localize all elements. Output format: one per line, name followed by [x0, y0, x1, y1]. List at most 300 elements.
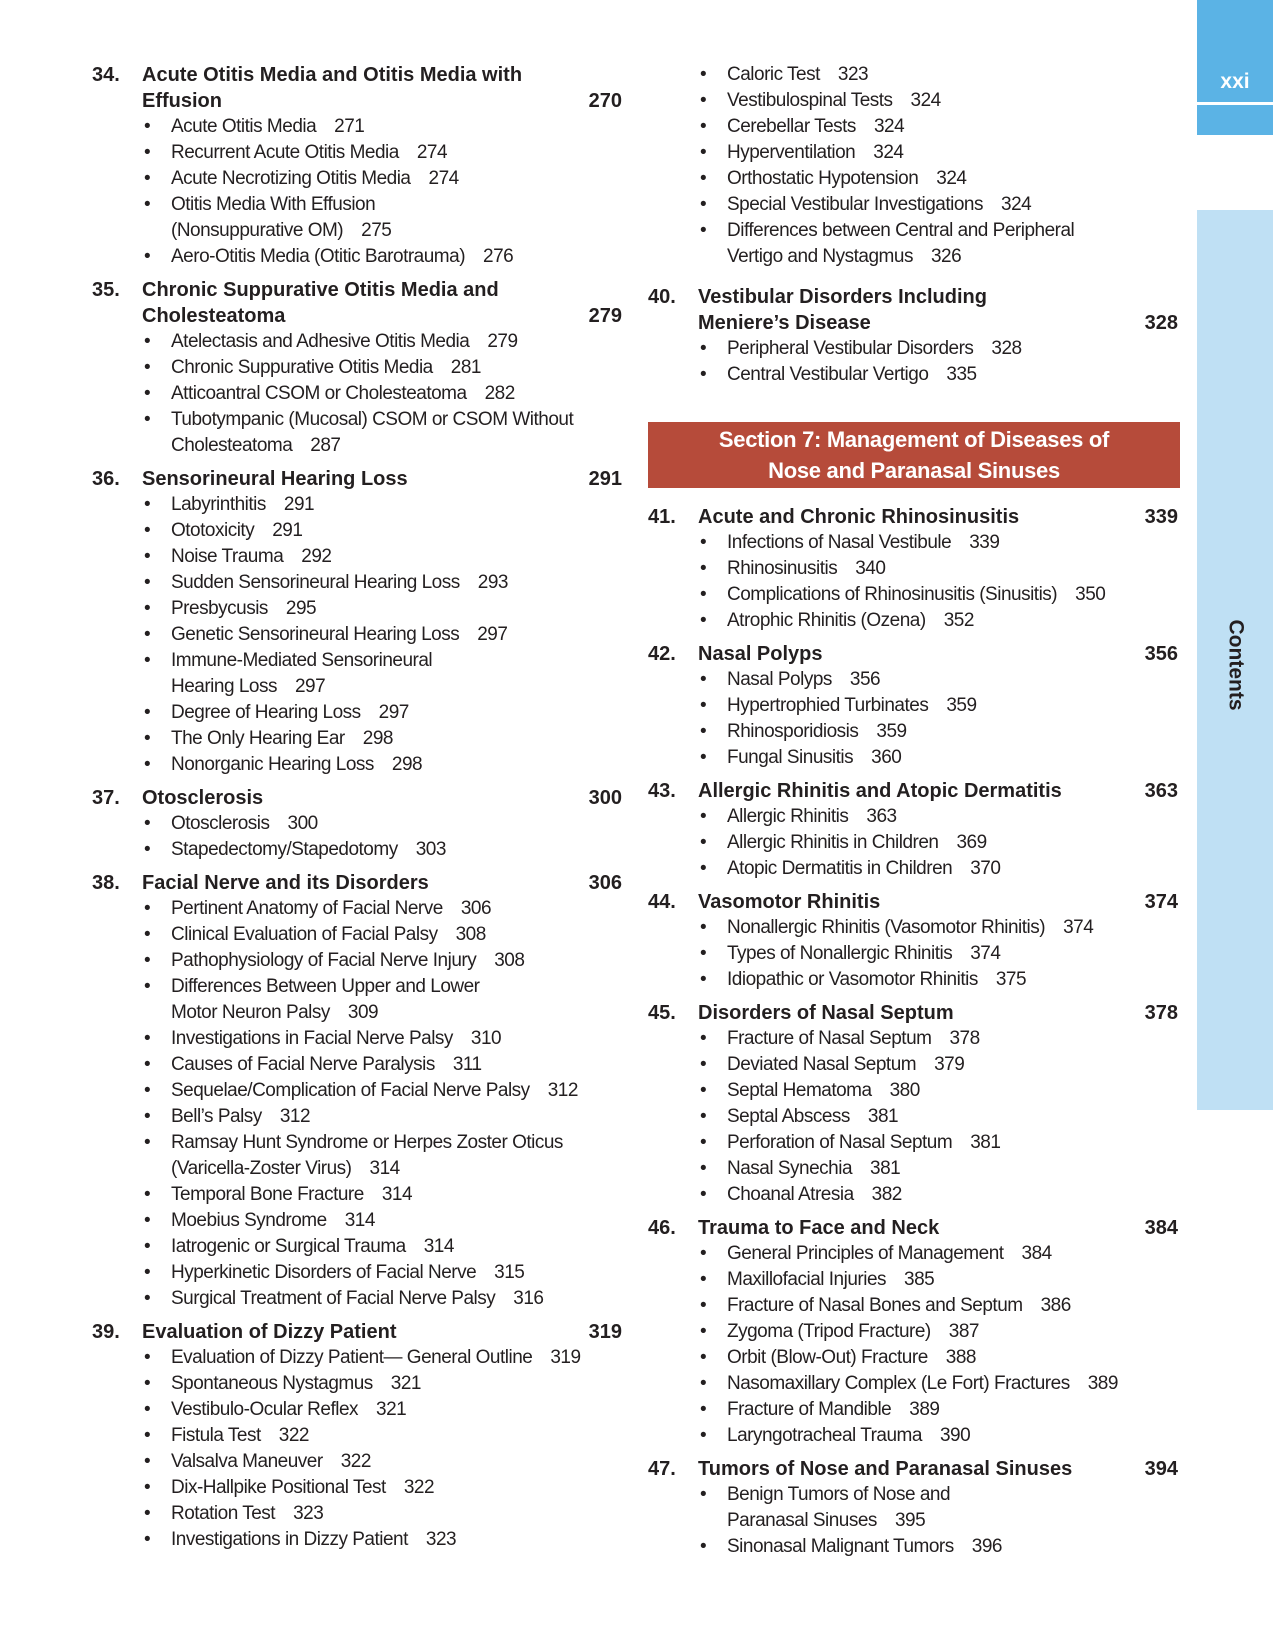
topic-text: Atticoantral CSOM or Cholesteatoma [171, 383, 467, 404]
topic-list [648, 1241, 1178, 1449]
chapter-title: Tumors of Nose and Paranasal Sinuses [698, 1458, 1073, 1480]
topic-page-number: 389 [1087, 1373, 1118, 1394]
chapter-page-number: 319 [588, 1321, 622, 1343]
chapter-page-number: 328 [1144, 312, 1178, 334]
topic-item[interactable] [698, 336, 1178, 362]
chapters-before-section [648, 284, 1178, 388]
topic-text: Paranasal Sinuses [727, 1510, 877, 1531]
topic-page-number: 281 [450, 357, 481, 378]
chapter-entry [92, 277, 622, 459]
topic-page-number: 308 [455, 924, 486, 945]
topic-text: The Only Hearing Ear [171, 728, 345, 749]
chapter-title: Nasal Polyps [698, 643, 823, 665]
topic-page-number: 390 [939, 1425, 971, 1446]
topic-item[interactable] [698, 556, 1178, 582]
topic-page-number: 274 [428, 168, 459, 189]
topic-page-number: 396 [971, 1536, 1002, 1557]
topic-text: Investigations in Dizzy Patient [171, 1529, 408, 1550]
continued-list [648, 62, 1178, 270]
chapter-title: Vestibular Disorders Including [698, 286, 987, 308]
topic-item[interactable] [142, 1475, 622, 1501]
topic-page-number: 375 [995, 969, 1027, 990]
chapter-entry [648, 1215, 1178, 1449]
topic-item[interactable] [142, 1286, 622, 1312]
topic-page-number: 311 [452, 1054, 482, 1075]
chapter-entry [648, 641, 1178, 771]
topic-page-number: 312 [279, 1106, 311, 1127]
topic-page-number: 382 [871, 1184, 902, 1205]
topic-item[interactable] [142, 492, 622, 518]
topic-list [648, 62, 1178, 270]
chapter-title: Evaluation of Dizzy Patient [142, 1321, 397, 1343]
topic-item[interactable] [698, 1371, 1178, 1397]
topic-item[interactable] [698, 1052, 1178, 1078]
topic-page-number: 300 [287, 813, 318, 834]
topic-item[interactable] [698, 1397, 1178, 1423]
chapter-page-number: 270 [588, 90, 622, 112]
topic-item[interactable] [142, 896, 622, 922]
chapter-heading[interactable] [92, 785, 622, 811]
topic-item[interactable] [698, 667, 1178, 693]
chapter-title: Otosclerosis [142, 787, 264, 809]
topic-text: Spontaneous Nystagmus [171, 1373, 373, 1394]
topic-item[interactable] [698, 1026, 1178, 1052]
topic-item[interactable] [142, 837, 622, 863]
topic-text: Pertinent Anatomy of Facial Nerve [171, 898, 443, 919]
topic-page-number: 322 [403, 1477, 435, 1498]
topic-item[interactable] [142, 648, 622, 700]
topic-text: Differences between Central and Peripheral [727, 220, 1075, 241]
topic-text: Atrophic Rhinitis (Ozena) [727, 610, 926, 631]
topic-item[interactable] [142, 355, 622, 381]
topic-page-number: 359 [876, 721, 907, 742]
topic-list [92, 114, 622, 270]
topic-text: Temporal Bone Fracture [171, 1184, 364, 1205]
topic-page-number: 322 [340, 1451, 371, 1472]
topic-list [648, 804, 1178, 882]
topic-page-number: 369 [956, 832, 987, 853]
chapter-heading[interactable] [92, 466, 622, 492]
topic-item[interactable] [142, 1130, 622, 1182]
topic-text: Vestibulospinal Tests [727, 90, 893, 111]
topic-item[interactable] [698, 62, 1178, 88]
topic-text: Moebius Syndrome [171, 1210, 327, 1231]
chapter-entry [92, 785, 622, 863]
topic-item[interactable] [698, 1182, 1178, 1208]
topic-item[interactable] [142, 114, 622, 140]
topic-text: Fracture of Nasal Septum [727, 1028, 932, 1049]
topic-text: (Nonsuppurative OM) [171, 220, 344, 241]
topic-text: Iatrogenic or Surgical Trauma [171, 1236, 406, 1257]
topic-page-number: 323 [425, 1529, 457, 1550]
topic-item[interactable] [142, 140, 622, 166]
topic-page-number: 291 [283, 494, 315, 515]
chapter-number: 36. [92, 468, 120, 490]
topic-text: Complications of Rhinosinusitis (Sinusitis) [727, 584, 1058, 605]
topic-page-number: 287 [310, 435, 341, 456]
topic-list [92, 329, 622, 459]
topic-page-number: 363 [866, 806, 897, 827]
chapter-page-number: 356 [1144, 643, 1178, 665]
topic-item[interactable] [142, 948, 622, 974]
topic-text: Hyperkinetic Disorders of Facial Nerve [171, 1262, 477, 1283]
topic-text: Idiopathic or Vasomotor Rhinitis [727, 969, 978, 990]
topic-text: Differences Between Upper and Lower [171, 976, 480, 997]
section-title-line-1: Section 7: Management of Diseases of [718, 427, 1110, 452]
topic-text: Nonallergic Rhinitis (Vasomotor Rhinitis) [727, 917, 1046, 938]
topic-page-number: 321 [390, 1373, 421, 1394]
topic-page-number: 370 [970, 858, 1001, 879]
topic-text: Ramsay Hunt Syndrome or Herpes Zoster Oticus [171, 1132, 563, 1153]
side-tab-text: Contents [1224, 619, 1247, 711]
topic-page-number: 319 [550, 1347, 581, 1368]
topic-item[interactable] [698, 88, 1178, 114]
topic-text: Fungal Sinusitis [727, 747, 854, 768]
topic-list [648, 530, 1178, 634]
topic-text: Noise Trauma [171, 546, 284, 567]
page-number: xxi [1220, 70, 1250, 93]
topic-item[interactable] [142, 1345, 622, 1371]
topic-item[interactable] [698, 140, 1178, 166]
topic-item[interactable] [142, 752, 622, 778]
topic-page-number: 374 [970, 943, 1001, 964]
chapter-entry [92, 870, 622, 1312]
topic-item[interactable] [142, 922, 622, 948]
topic-page-number: 291 [272, 520, 303, 541]
topic-page-number: 306 [460, 898, 492, 919]
topic-item[interactable] [698, 1267, 1178, 1293]
topic-text: Atopic Dermatitis in Children [727, 858, 953, 879]
topic-item[interactable] [698, 166, 1178, 192]
chapter-title: Sensorineural Hearing Loss [142, 468, 408, 490]
topic-item[interactable] [698, 967, 1178, 993]
chapter-heading[interactable] [648, 504, 1178, 530]
topic-text: Septal Hematoma [727, 1080, 872, 1101]
topic-text: Surgical Treatment of Facial Nerve Palsy [171, 1288, 496, 1309]
topic-item[interactable] [698, 1156, 1178, 1182]
topic-text: Types of Nonallergic Rhinitis [727, 943, 953, 964]
topic-item[interactable] [698, 114, 1178, 140]
topic-text: Orthostatic Hypotension [727, 168, 919, 189]
topic-item[interactable] [698, 719, 1178, 745]
chapter-heading[interactable] [648, 1215, 1178, 1241]
topic-item[interactable] [142, 1234, 622, 1260]
topic-page-number: 275 [361, 220, 392, 241]
topic-text: Evaluation of Dizzy Patient— General Outline [171, 1347, 533, 1368]
topic-item[interactable] [142, 518, 622, 544]
topic-text: Genetic Sensorineural Hearing Loss [171, 624, 460, 645]
topic-page-number: 323 [837, 64, 869, 85]
topic-page-number: 323 [293, 1503, 324, 1524]
topic-item[interactable] [698, 1130, 1178, 1156]
topic-text: Sequelae/Complication of Facial Nerve Palsy [171, 1080, 530, 1101]
chapter-title: Acute and Chronic Rhinosinusitis [698, 506, 1020, 528]
topic-text: Choanal Atresia [727, 1184, 854, 1205]
page-tab-stripe [1197, 105, 1273, 135]
topic-text: Degree of Hearing Loss [171, 702, 361, 723]
topic-item[interactable] [142, 1208, 622, 1234]
topic-page-number: 339 [969, 532, 1000, 553]
topic-text: Fistula Test [171, 1425, 261, 1446]
topic-item[interactable] [698, 218, 1178, 270]
chapter-heading[interactable] [92, 1319, 622, 1345]
chapter-heading[interactable] [648, 1000, 1178, 1026]
topic-list [648, 1026, 1178, 1208]
topic-page-number: 378 [949, 1028, 980, 1049]
topic-page-number: 359 [946, 695, 977, 716]
chapter-heading[interactable] [92, 62, 622, 114]
chapter-number: 45. [648, 1002, 676, 1024]
topic-text: Maxillofacial Injuries [727, 1269, 887, 1290]
chapter-number: 35. [92, 279, 120, 301]
chapter-heading[interactable] [648, 641, 1178, 667]
topic-item[interactable] [142, 700, 622, 726]
topic-page-number: 374 [1063, 917, 1094, 938]
topic-page-number: 314 [344, 1210, 375, 1231]
chapter-page-number: 279 [588, 305, 622, 327]
topic-text: General Principles of Management [727, 1243, 1004, 1264]
topic-text: Rhinosinusitis [727, 558, 838, 579]
topic-text: Allergic Rhinitis in Children [727, 832, 939, 853]
topic-page-number: 379 [934, 1054, 965, 1075]
topic-page-number: 324 [936, 168, 967, 189]
topic-item[interactable] [698, 362, 1178, 388]
topic-list [648, 336, 1178, 388]
topic-item[interactable] [142, 192, 622, 244]
topic-text: Acute Necrotizing Otitis Media [171, 168, 411, 189]
topic-text: Deviated Nasal Septum [727, 1054, 917, 1075]
right-column [648, 62, 1178, 1567]
topic-text: Cholesteatoma [171, 435, 293, 456]
chapter-title: Effusion [142, 90, 222, 112]
topic-item[interactable] [698, 1482, 1178, 1534]
topic-text: Benign Tumors of Nose and [727, 1484, 951, 1505]
topic-page-number: 356 [849, 669, 881, 690]
topic-item[interactable] [698, 1534, 1178, 1560]
chapter-number: 44. [648, 891, 676, 913]
chapter-page-number: 363 [1144, 780, 1178, 802]
topic-item[interactable] [698, 941, 1178, 967]
topic-text: Peripheral Vestibular Disorders [727, 338, 974, 359]
chapter-title: Trauma to Face and Neck [698, 1217, 940, 1239]
topic-page-number: 324 [1001, 194, 1032, 215]
topic-text: Recurrent Acute Otitis Media [171, 142, 399, 163]
topic-page-number: 335 [946, 364, 977, 385]
chapter-heading[interactable] [648, 284, 1178, 336]
topic-page-number: 388 [945, 1347, 976, 1368]
topic-item[interactable] [142, 1371, 622, 1397]
topic-page-number: 380 [889, 1080, 920, 1101]
chapter-page-number: 374 [1144, 891, 1178, 913]
topic-text: Atelectasis and Adhesive Otitis Media [171, 331, 470, 352]
chapter-number: 37. [92, 787, 120, 809]
topic-text: Orbit (Blow-Out) Fracture [727, 1347, 928, 1368]
chapters-after-section [648, 504, 1178, 1560]
topic-text: Infections of Nasal Vestibule [727, 532, 952, 553]
topic-item[interactable] [142, 622, 622, 648]
topic-page-number: 315 [494, 1262, 525, 1283]
topic-item[interactable] [142, 570, 622, 596]
topic-item[interactable] [698, 745, 1178, 771]
topic-text: Special Vestibular Investigations [727, 194, 983, 215]
topic-page-number: 312 [547, 1080, 578, 1101]
topic-page-number: 276 [483, 246, 514, 267]
topic-item[interactable] [698, 915, 1178, 941]
topic-list [648, 667, 1178, 771]
topic-item[interactable] [698, 830, 1178, 856]
chapter-page-number: 339 [1144, 506, 1178, 528]
topic-item[interactable] [698, 1423, 1178, 1449]
topic-item[interactable] [698, 1345, 1178, 1371]
topic-item[interactable] [142, 381, 622, 407]
chapter-page-number: 378 [1144, 1002, 1178, 1024]
topic-list [648, 915, 1178, 993]
chapter-heading[interactable] [92, 277, 622, 329]
topic-page-number: 324 [873, 116, 905, 137]
topic-page-number: 297 [378, 702, 409, 723]
topic-item[interactable] [142, 1260, 622, 1286]
topic-text: Caloric Test [727, 64, 820, 85]
topic-item[interactable] [142, 1052, 622, 1078]
chapter-page-number: 291 [588, 468, 622, 490]
topic-text: Nasomaxillary Complex (Le Fort) Fractures [727, 1373, 1070, 1394]
topic-text: Ototoxicity [171, 520, 255, 541]
topic-page-number: 298 [391, 754, 423, 775]
topic-item[interactable] [698, 1104, 1178, 1130]
topic-item[interactable] [142, 811, 622, 837]
topic-item[interactable] [698, 1241, 1178, 1267]
chapter-entry [92, 62, 622, 270]
topic-item[interactable] [142, 166, 622, 192]
topic-item[interactable] [698, 1078, 1178, 1104]
chapter-number: 39. [92, 1321, 120, 1343]
chapter-number: 42. [648, 643, 676, 665]
chapter-entry [648, 1000, 1178, 1208]
chapter-title: Cholesteatoma [142, 305, 286, 327]
topic-text: Sinonasal Malignant Tumors [727, 1536, 954, 1557]
topic-list [648, 1482, 1178, 1560]
topic-item[interactable] [698, 804, 1178, 830]
topic-text: Chronic Suppurative Otitis Media [171, 357, 433, 378]
topic-page-number: 321 [376, 1399, 407, 1420]
topic-item[interactable] [142, 1104, 622, 1130]
topic-text: Allergic Rhinitis [727, 806, 849, 827]
topic-item[interactable] [142, 1527, 622, 1553]
topic-text: Hyperventilation [727, 142, 856, 163]
topic-page-number: 293 [477, 572, 508, 593]
topic-item[interactable] [142, 1449, 622, 1475]
topic-text: Pathophysiology of Facial Nerve Injury [171, 950, 477, 971]
topic-text: Otitis Media With Effusion [171, 194, 376, 215]
topic-page-number: 292 [301, 546, 332, 567]
topic-text: Central Vestibular Vertigo [727, 364, 929, 385]
topic-text: Tubotympanic (Mucosal) CSOM or CSOM Without [171, 409, 574, 430]
topic-page-number: 395 [894, 1510, 926, 1531]
topic-item[interactable] [698, 608, 1178, 634]
chapter-number: 38. [92, 872, 120, 894]
topic-text: Aero-Otitis Media (Otitic Barotrauma) [171, 246, 466, 267]
topic-item[interactable] [142, 244, 622, 270]
topic-text: Hearing Loss [171, 676, 277, 697]
chapter-heading[interactable] [648, 1456, 1178, 1482]
topic-item[interactable] [142, 1397, 622, 1423]
chapter-number: 34. [92, 64, 120, 86]
topic-page-number: 324 [873, 142, 904, 163]
topic-item[interactable] [142, 544, 622, 570]
chapter-title: Allergic Rhinitis and Atopic Dermatitis [698, 780, 1062, 802]
topic-list [92, 811, 622, 863]
topic-text: (Varicella-Zoster Virus) [171, 1158, 352, 1179]
topic-page-number: 381 [870, 1158, 901, 1179]
topic-item[interactable] [142, 726, 622, 752]
topic-item[interactable] [142, 1423, 622, 1449]
topic-text: Motor Neuron Palsy [171, 1002, 330, 1023]
topic-page-number: 274 [416, 142, 448, 163]
chapter-heading[interactable] [648, 889, 1178, 915]
chapter-heading[interactable] [92, 870, 622, 896]
topic-page-number: 350 [1075, 584, 1106, 605]
topic-item[interactable] [698, 1319, 1178, 1345]
topic-item[interactable] [698, 693, 1178, 719]
chapter-entry [648, 504, 1178, 634]
topic-item[interactable] [142, 1078, 622, 1104]
topic-item[interactable] [142, 1182, 622, 1208]
topic-page-number: 360 [871, 747, 902, 768]
topic-item[interactable] [142, 329, 622, 355]
topic-item[interactable] [698, 192, 1178, 218]
section-title-line-2: Nose and Paranasal Sinuses [768, 458, 1060, 483]
chapter-page-number: 384 [1144, 1217, 1178, 1239]
topic-page-number: 314 [369, 1158, 400, 1179]
topic-text: Zygoma (Tripod Fracture) [727, 1321, 931, 1342]
chapter-entry [92, 1319, 622, 1553]
topic-text: Vestibulo-Ocular Reflex [171, 1399, 359, 1420]
topic-page-number: 279 [487, 331, 518, 352]
topic-page-number: 322 [278, 1425, 309, 1446]
chapter-page-number: 300 [588, 787, 622, 809]
chapter-entry [648, 1456, 1178, 1560]
chapter-title: Acute Otitis Media and Otitis Media with [142, 64, 523, 86]
topic-item[interactable] [142, 596, 622, 622]
topic-item[interactable] [142, 1026, 622, 1052]
topic-item[interactable] [142, 974, 622, 1026]
topic-page-number: 298 [362, 728, 393, 749]
topic-item[interactable] [698, 530, 1178, 556]
chapter-heading[interactable] [648, 778, 1178, 804]
topic-page-number: 309 [347, 1002, 379, 1023]
chapter-title: Meniere’s Disease [698, 312, 871, 334]
topic-text: Rotation Test [171, 1503, 276, 1524]
topic-text: Nonorganic Hearing Loss [171, 754, 374, 775]
chapter-number: 40. [648, 286, 676, 308]
topic-text: Bell’s Palsy [171, 1106, 262, 1127]
topic-page-number: 324 [910, 90, 941, 111]
topic-item[interactable] [698, 582, 1178, 608]
topic-item[interactable] [142, 407, 622, 459]
chapter-entry [92, 466, 622, 778]
topic-text: Fracture of Mandible [727, 1399, 892, 1420]
chapter-entry [648, 778, 1178, 882]
topic-text: Labyrinthitis [171, 494, 266, 515]
topic-item[interactable] [142, 1501, 622, 1527]
topic-text: Dix-Hallpike Positional Test [171, 1477, 386, 1498]
chapter-entry [648, 889, 1178, 993]
chapter-title: Chronic Suppurative Otitis Media and [142, 279, 499, 301]
chapter-title: Facial Nerve and its Disorders [142, 872, 429, 894]
topic-page-number: 387 [948, 1321, 979, 1342]
topic-item[interactable] [698, 1293, 1178, 1319]
topic-item[interactable] [698, 856, 1178, 882]
